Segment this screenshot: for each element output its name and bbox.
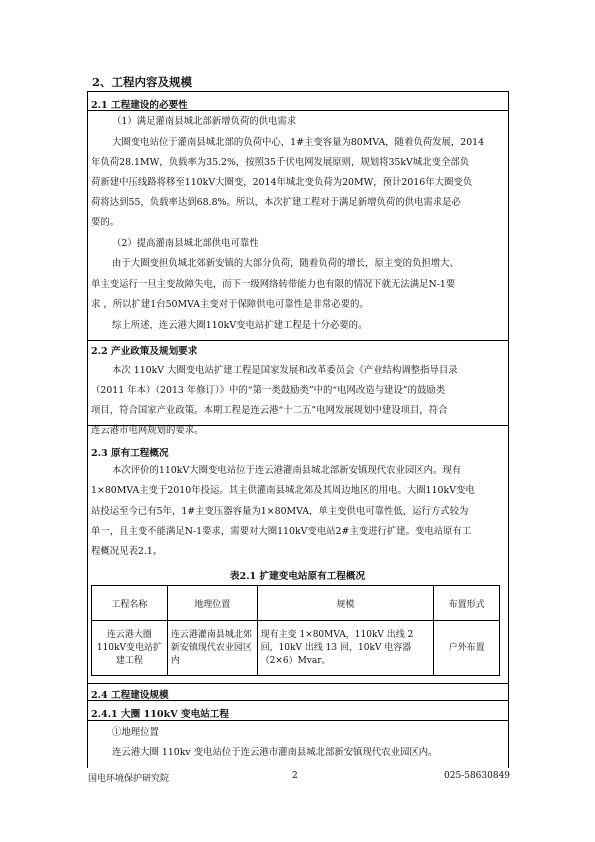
paragraph-line: 单一，且主变不能满足N-1要求，需要对大圈110kV变电站2#主变进行扩建。变电站原有工 [91, 526, 472, 537]
paragraph-line: 综上所述，连云港大圈110kV变电站扩建工程是十分必要的。 [112, 320, 368, 331]
heading-2-1: 2.1 工程建设的必要性 [91, 100, 188, 111]
paragraph-line: （2011 年本）（2013 年修订）》中的“第一类鼓励类”中的“电网改造与建设”的鼓励类 [91, 385, 446, 396]
paragraph-line: （1）满足灌南县城北部新增负荷的供电需求 [112, 116, 297, 127]
paragraph-line: 大圈变电站位于灌南县城北部的负荷中心，1#主变容量为80MVA，随着负荷发展，2014 [112, 137, 485, 148]
paragraph-line: 年负荷28.1MW，负载率为35.2%，按照35千伏电网发展原则，规划将35kV城北变全部负 [91, 157, 470, 168]
table-header-row [92, 586, 500, 621]
table-row [92, 621, 500, 676]
paragraph-line: 求 ，所以扩建1台50MVA主变对于保障供电可靠性是非常必要的。 [91, 299, 369, 310]
paragraph-line: 由于大圈变担负城北郊新安镇的大部分负荷，随着负荷的增长，原主变的负担增大、 [112, 258, 459, 269]
paragraph-line: 单主变运行一旦主变故障失电，而下一级网络转带能力也有限的情况下就无法满足N-1要 [91, 279, 456, 290]
table-caption: 表2.1 扩建变电站原有工程概况 [229, 571, 366, 582]
table-cell: 连云港灌南县城北郊新安镇现代农业园区内 [167, 621, 257, 676]
paragraph-line: 荷新建中压线路将移至110kV大圈变，2014年城北变负荷为20MW，预计2016年大圈变负 [91, 177, 473, 188]
heading-2-4: 2.4 工程建设规模 [91, 690, 169, 701]
paragraph-line: 站投运至今已有5年，1#主变压器容量为1×80MVA，单主变供电可靠性低，运行方式较为 [91, 506, 469, 517]
table-header-cell: 规模 [257, 586, 434, 621]
paragraph-line: 1×80MVA主变于2010年投运。其主供灌南县城北郊及其周边地区的用电。大圈110kV变电 [91, 485, 475, 496]
project-overview-table [91, 585, 500, 676]
paragraph-line: 连云港市电网规划的要求。 [91, 425, 204, 436]
paragraph-line: 荷将达到55，负载率达到68.8%。所以，本次扩建工程对于满足新增负荷的供电需求是必 [91, 197, 461, 208]
table-cell: 户外布置 [434, 621, 500, 676]
paragraph-line: 要的。 [91, 217, 120, 228]
table-header-cell: 地理位置 [167, 586, 257, 621]
paragraph-line: 连云港大圈 110kv 变电站位于连云港市灌南县城北部新安镇现代农业园区内。 [112, 747, 438, 758]
paragraph-line: 本次评价的110kV大圈变电站位于连云港灌南县城北部新安镇现代农业园区内。现有 [112, 465, 462, 476]
footer-page-number: 2 [292, 771, 298, 781]
table-cell: 现有主变 1×80MVA，110kV 出线 2 回，10kV 出线 13 回，10kV 电容器（2×6）Mvar。 [257, 621, 434, 676]
footer-organization: 国电环境保护研究院 [88, 774, 170, 784]
section-title: 2、工程内容及规模 [92, 75, 193, 89]
paragraph-line: 程概况见表2.1。 [91, 546, 163, 557]
divider [87, 340, 509, 341]
table-cell: 连云港大圈110kV变电站扩建工程 [92, 621, 168, 676]
footer-phone: 025-58630849 [444, 771, 511, 781]
paragraph-line: 本次 110kV 大圈变电站扩建工程是国家发展和改革委员会《产业结构调整指导目录 [112, 365, 458, 376]
paragraph-line: 项目，符合国家产业政策。本期工程是连云港“十二五”电网发展规划中建设项目，符合 [91, 405, 448, 416]
heading-2-3: 2.3 原有工程概况 [91, 448, 169, 459]
heading-2-4-1: 2.4.1 大圈 110kV 变电站工程 [91, 709, 229, 720]
divider [87, 720, 509, 721]
table-header-cell: 工程名称 [92, 586, 168, 621]
divider [87, 683, 509, 684]
table-header-cell: 布置形式 [434, 586, 500, 621]
paragraph-line: ①地理位置 [112, 727, 159, 738]
paragraph-line: （2）提高灌南县城北部供电可靠性 [112, 238, 259, 249]
heading-2-2: 2.2 产业政策及规划要求 [91, 346, 198, 357]
